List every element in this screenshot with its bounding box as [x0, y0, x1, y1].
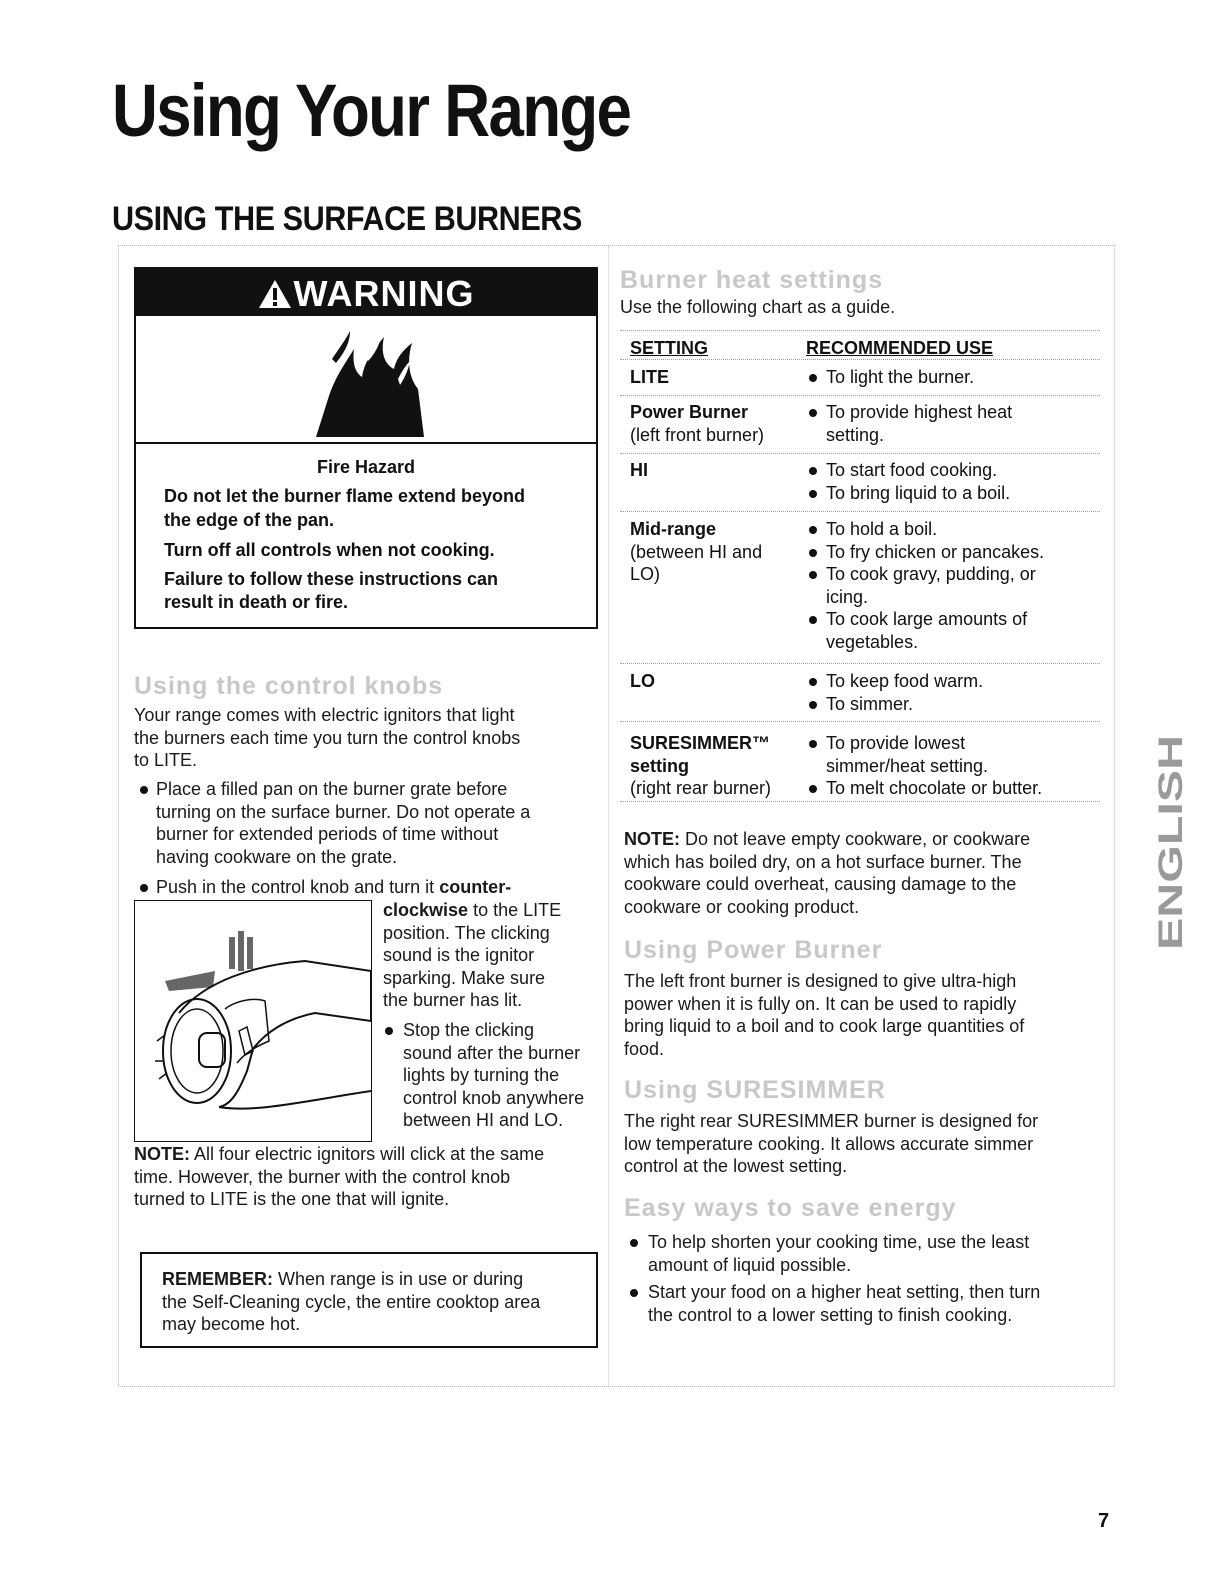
bullet-push-knob-cont: [383, 899, 561, 1012]
text-line: bring liquid to a boil and to cook large quantities of: [624, 1016, 1025, 1036]
suresimmer-text: [624, 1110, 1038, 1178]
warning-box: [134, 267, 598, 629]
remember-text: [162, 1268, 540, 1336]
text-line: the Self-Cleaning cycle, the entire cooktop area: [162, 1291, 541, 1312]
setting-cell: LO: [630, 671, 655, 691]
list-item: [808, 608, 1044, 653]
table-row: [620, 512, 1100, 664]
text-line: When range is in use or during: [273, 1269, 524, 1289]
list-item: To melt chocolate or butter.: [808, 777, 1042, 800]
text-line: simmer/heat setting.: [826, 755, 989, 776]
control-knobs-heading: Using the control knobs: [134, 672, 444, 700]
text-line: Do not leave empty cookware, or cookware: [680, 829, 1031, 849]
table-row: [620, 360, 1100, 396]
text-line: which has boiled dry, on a hot surface burner. The: [624, 851, 1022, 872]
text-line: To cook gravy, pudding, or: [826, 564, 1036, 584]
bullet-icon: [140, 786, 148, 794]
bullet-icon: [385, 1027, 393, 1035]
list-item: [808, 732, 1042, 777]
use-cell: [808, 366, 974, 389]
warning-line: result in death or fire.: [164, 592, 349, 612]
text-line: food.: [624, 1038, 665, 1059]
setting-cell: [630, 732, 771, 800]
text-line: low temperature cooking. It allows accurate simmer: [624, 1133, 1034, 1154]
use-cell: [808, 732, 1042, 800]
warning-line: Turn off all controls when not cooking.: [164, 540, 495, 560]
column-header-setting: SETTING: [630, 338, 709, 358]
text-line: between HI and LO.: [403, 1110, 564, 1130]
text-line: power when it is fully on. It can be used to rapidly: [624, 993, 1017, 1014]
fire-hazard-icon: [306, 329, 426, 437]
list-item: To light the burner.: [808, 366, 974, 389]
list-item: [808, 401, 1012, 446]
use-cell: [808, 401, 1012, 446]
text-bold: counter-: [439, 877, 512, 897]
save-energy-heading: Easy ways to save energy: [624, 1194, 957, 1222]
text-line: to LITE.: [134, 750, 198, 770]
setting-cell: HI: [630, 460, 648, 480]
cookware-note: [624, 828, 1030, 918]
warning-label: [136, 273, 596, 315]
warning-divider: [136, 442, 596, 444]
bullet-icon: [630, 1239, 638, 1247]
column-divider: [608, 246, 609, 1386]
text-line: To provide lowest: [826, 733, 966, 753]
text-line: Place a filled pan on the burner grate before: [156, 779, 508, 799]
text-line: position. The clicking: [383, 922, 550, 943]
text-line: turned to LITE is the one that will ignite.: [134, 1189, 450, 1209]
text-line: control at the lowest setting.: [624, 1156, 848, 1176]
text-line: may become hot.: [162, 1314, 301, 1334]
warning-triangle-icon: [258, 279, 292, 309]
control-knobs-intro: [134, 704, 520, 772]
text-line: Stop the clicking: [403, 1020, 535, 1040]
remember-box: [140, 1252, 598, 1348]
text-line: (between HI and: [630, 541, 763, 562]
text-line: cookware or cooking product.: [624, 896, 860, 917]
text-line: Push in the control knob and turn it: [156, 877, 440, 897]
text-line: sound is the ignitor: [383, 945, 535, 965]
table-row: [620, 722, 1100, 802]
ignitors-note: [134, 1143, 544, 1211]
note-label: NOTE:: [624, 829, 680, 849]
table-row: [620, 396, 1100, 454]
warning-text: WARNING: [293, 273, 475, 314]
hazard-title: Fire Hazard: [316, 457, 416, 477]
list-item: To fry chicken or pancakes.: [808, 541, 1044, 564]
text-line: To provide highest heat: [826, 402, 1013, 422]
side-tab-label: ENGLISH: [1152, 798, 1190, 950]
text-line: Mid-range: [630, 519, 717, 539]
text-line: turning on the surface burner. Do not operate a: [156, 801, 531, 822]
text-line: Start your food on a higher heat setting, then turn: [648, 1282, 1041, 1302]
text-line: (right rear burner): [630, 778, 772, 798]
page-title: Using Your Range: [112, 69, 631, 152]
column-header-use: RECOMMENDED USE: [806, 338, 994, 358]
text-line: The right rear SURESIMMER burner is designed for: [624, 1111, 1039, 1131]
list-item: To start food cooking.: [808, 459, 1010, 482]
burner-settings-heading: Burner heat settings: [620, 266, 884, 294]
text-line: vegetables.: [826, 631, 919, 652]
table-row: [620, 664, 1100, 722]
hand-turning-knob-icon: [135, 901, 371, 1141]
text-line: All four electric ignitors will click at the same: [190, 1144, 545, 1164]
bullet-push-knob: [156, 876, 511, 899]
language-side-tab: [1150, 730, 1190, 960]
bullet-place-pan: [156, 778, 530, 868]
save-energy-bullet: [648, 1231, 1029, 1276]
text-line: time. However, the burner with the control knob: [134, 1166, 511, 1187]
text-line: LO): [630, 564, 661, 584]
table-header-row: [620, 330, 1100, 360]
text-line: sparking. Make sure: [383, 967, 546, 988]
use-cell: [808, 518, 1044, 653]
text-line: SURESIMMER™: [630, 733, 771, 753]
list-item: To simmer.: [808, 693, 983, 716]
section-title: USING THE SURFACE BURNERS: [112, 200, 582, 238]
text-line: Power Burner: [630, 402, 749, 422]
text-line: lights by turning the: [403, 1065, 560, 1085]
use-cell: [808, 670, 983, 715]
text-line: the burners each time you turn the control knobs: [134, 727, 521, 748]
warning-line: the edge of the pan.: [164, 510, 335, 530]
text-line: the burner has lit.: [383, 990, 523, 1010]
burner-settings-intro: Use the following chart as a guide.: [620, 297, 896, 317]
sub-bullet-stop-clicking: [403, 1019, 584, 1132]
use-cell: [808, 459, 1010, 504]
text-line: cookware could overheat, causing damage to the: [624, 874, 1017, 894]
text-line: To help shorten your cooking time, use the least: [648, 1232, 1030, 1252]
text-line: the control to a lower setting to finish cooking.: [648, 1304, 1013, 1325]
text-line: setting.: [826, 424, 885, 445]
text-line: sound after the burner: [403, 1042, 581, 1063]
save-energy-bullet: [648, 1281, 1040, 1326]
text-line: The left front burner is designed to give ultra-high: [624, 971, 1017, 991]
setting-cell: [630, 401, 764, 446]
list-item: To hold a boil.: [808, 518, 1044, 541]
suresimmer-heading: Using SURESIMMER: [624, 1076, 886, 1104]
text-line: setting: [630, 755, 690, 776]
warning-line: Do not let the burner flame extend beyond: [164, 486, 526, 506]
text-line: (left front burner): [630, 424, 765, 445]
power-burner-text: [624, 970, 1024, 1060]
text-line: Your range comes with electric ignitors that light: [134, 705, 515, 725]
warning-line: Failure to follow these instructions can: [164, 569, 499, 589]
text-line: burner for extended periods of time without: [156, 824, 499, 844]
list-item: To bring liquid to a boil.: [808, 482, 1010, 505]
text-line: amount of liquid possible.: [648, 1254, 852, 1275]
list-item: To keep food warm.: [808, 670, 983, 693]
list-item: [808, 563, 1044, 608]
text-line: icing.: [826, 586, 869, 607]
table-row: [620, 454, 1100, 512]
warning-header: [136, 269, 596, 316]
remember-label: REMEMBER:: [162, 1269, 273, 1289]
bullet-icon: [630, 1289, 638, 1297]
page-number: 7: [1098, 1510, 1110, 1532]
knob-illustration: [134, 900, 372, 1142]
text-line: control knob anywhere: [403, 1087, 585, 1108]
setting-cell: LITE: [630, 367, 669, 387]
text-bold: clockwise: [383, 900, 469, 920]
text-line: To cook large amounts of: [826, 609, 1028, 629]
text-line: having cookware on the grate.: [156, 846, 398, 867]
bullet-icon: [140, 884, 148, 892]
note-label: NOTE:: [134, 1144, 190, 1164]
power-burner-heading: Using Power Burner: [624, 936, 883, 964]
setting-cell: [630, 518, 762, 586]
text-line: to the LITE: [468, 900, 562, 920]
